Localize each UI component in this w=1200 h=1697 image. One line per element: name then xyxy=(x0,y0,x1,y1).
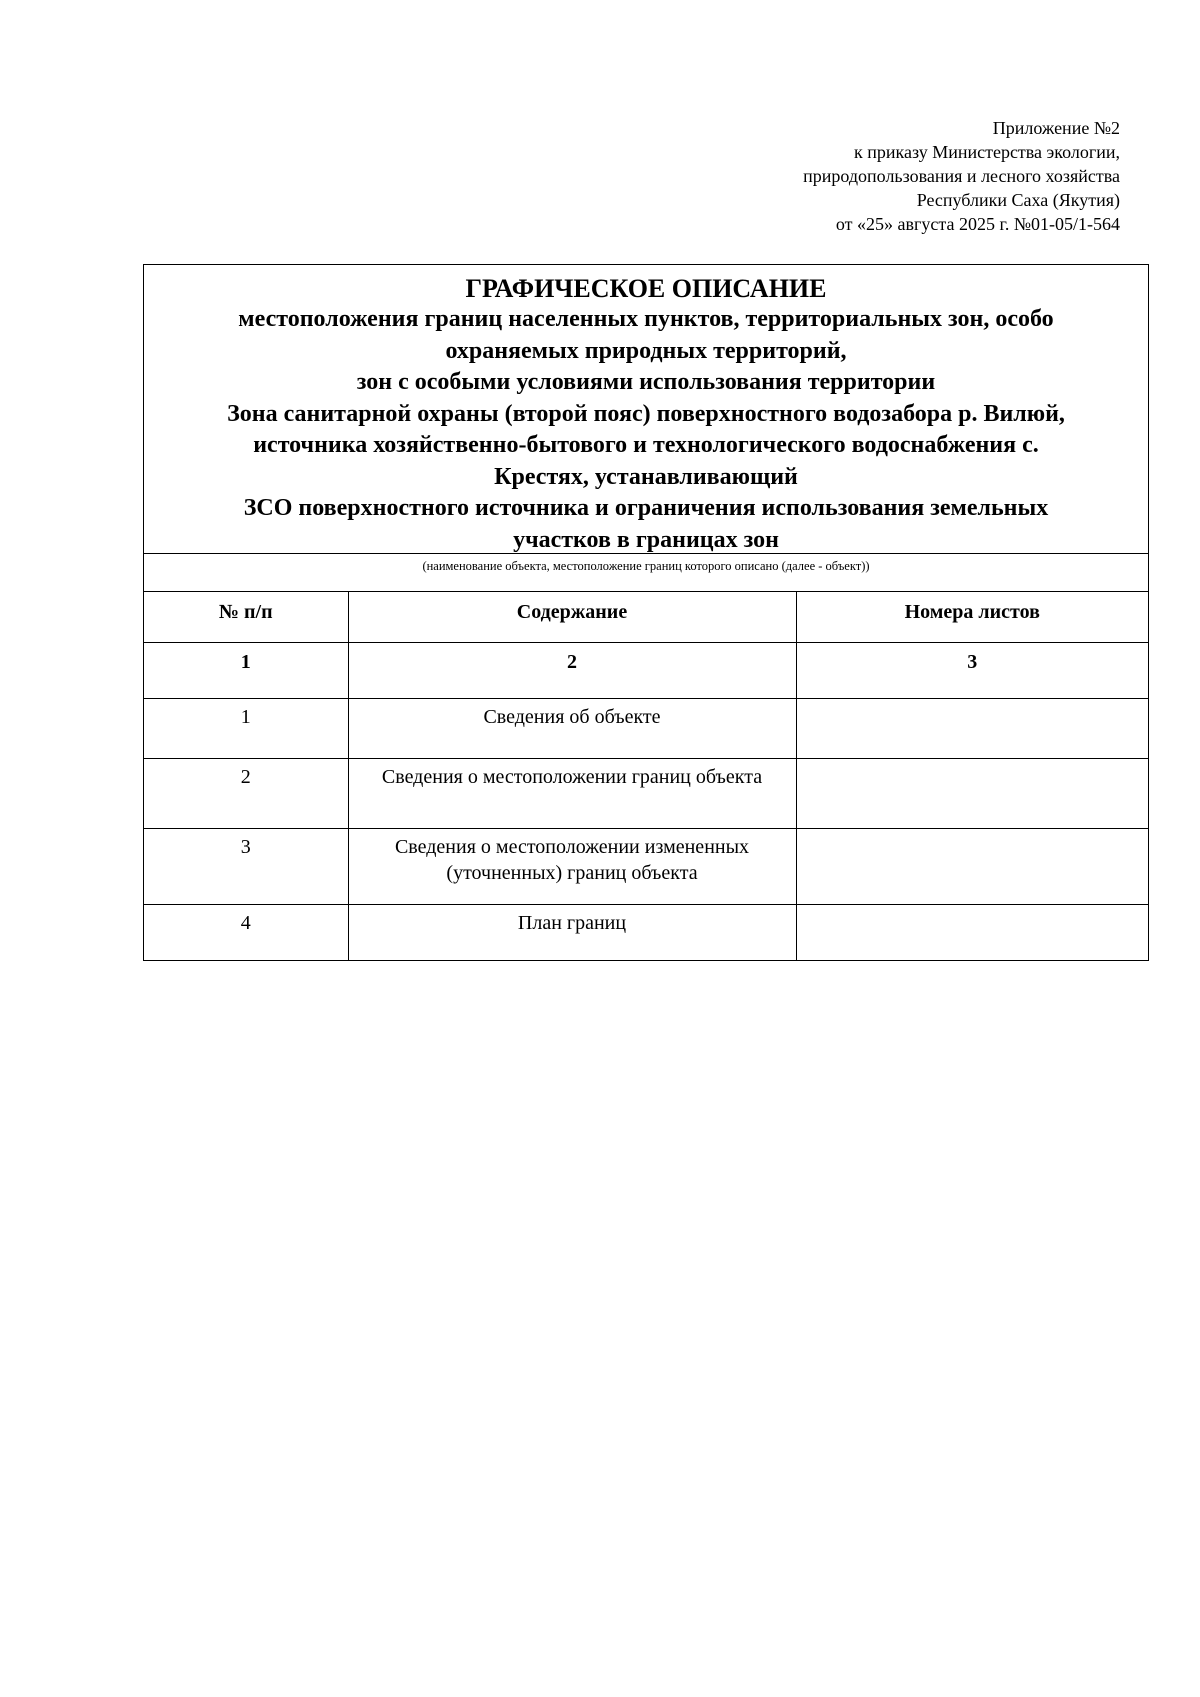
row-content: Сведения о местоположении границ объекта xyxy=(348,758,796,828)
table-row xyxy=(144,904,1148,960)
column-number: 1 xyxy=(144,642,348,698)
header-content: Содержание xyxy=(348,592,796,642)
attachment-line: природопользования и лесного хозяйства xyxy=(803,166,1120,186)
document-title: ГРАФИЧЕСКОЕ ОПИСАНИЕ xyxy=(465,274,827,303)
title-line: Крестях, устанавливающий xyxy=(494,463,798,490)
column-numbers-row xyxy=(144,642,1148,698)
attachment-line: Приложение №2 xyxy=(992,118,1120,138)
title-line: Зона санитарной охраны (второй пояс) поверхностного водозабора р. Вилюй, xyxy=(227,400,1065,427)
table-row xyxy=(144,698,1148,758)
title-line: источника хозяйственно-бытового и технологического водоснабжения с. xyxy=(253,432,1039,458)
attachment-header xyxy=(560,116,1120,236)
column-number: 2 xyxy=(348,642,796,698)
title-block xyxy=(144,265,1148,554)
table-row xyxy=(144,828,1148,904)
attachment-line: к приказу Министерства экологии, xyxy=(853,142,1120,162)
row-sheets xyxy=(796,904,1148,960)
column-number: 3 xyxy=(796,642,1148,698)
row-sheets xyxy=(796,828,1148,904)
row-sheets xyxy=(796,758,1148,828)
header-sheets: Номера листов xyxy=(796,592,1148,642)
table-header-row xyxy=(144,592,1148,642)
object-caption: (наименование объекта, местоположение границ которого описано (далее - объект)) xyxy=(144,554,1148,592)
contents-table xyxy=(144,592,1148,960)
row-content: Сведения о местоположении измененных (уточненных) границ объекта xyxy=(348,828,796,904)
title-line: участков в границах зон xyxy=(513,526,779,553)
header-number: № п/п xyxy=(218,601,273,623)
row-sheets xyxy=(796,698,1148,758)
title-line: зон с особыми условиями использования территории xyxy=(356,369,936,395)
row-content: Сведения об объекте xyxy=(348,698,796,758)
row-number: 3 xyxy=(144,828,348,904)
row-number: 2 xyxy=(144,758,348,828)
document-frame xyxy=(143,264,1149,961)
title-line: местоположения границ населенных пунктов, территориальных зон, особо xyxy=(238,306,1054,332)
row-number: 4 xyxy=(144,904,348,960)
row-content: План границ xyxy=(348,904,796,960)
title-line: охраняемых природных территорий, xyxy=(445,337,847,364)
table-row xyxy=(144,758,1148,828)
title-line: ЗСО поверхностного источника и ограничения использования земельных xyxy=(243,495,1049,521)
attachment-line: Республики Саха (Якутия) xyxy=(916,190,1120,210)
attachment-line: от «25» августа 2025 г. №01-05/1-564 xyxy=(835,214,1120,234)
row-number: 1 xyxy=(144,698,348,758)
